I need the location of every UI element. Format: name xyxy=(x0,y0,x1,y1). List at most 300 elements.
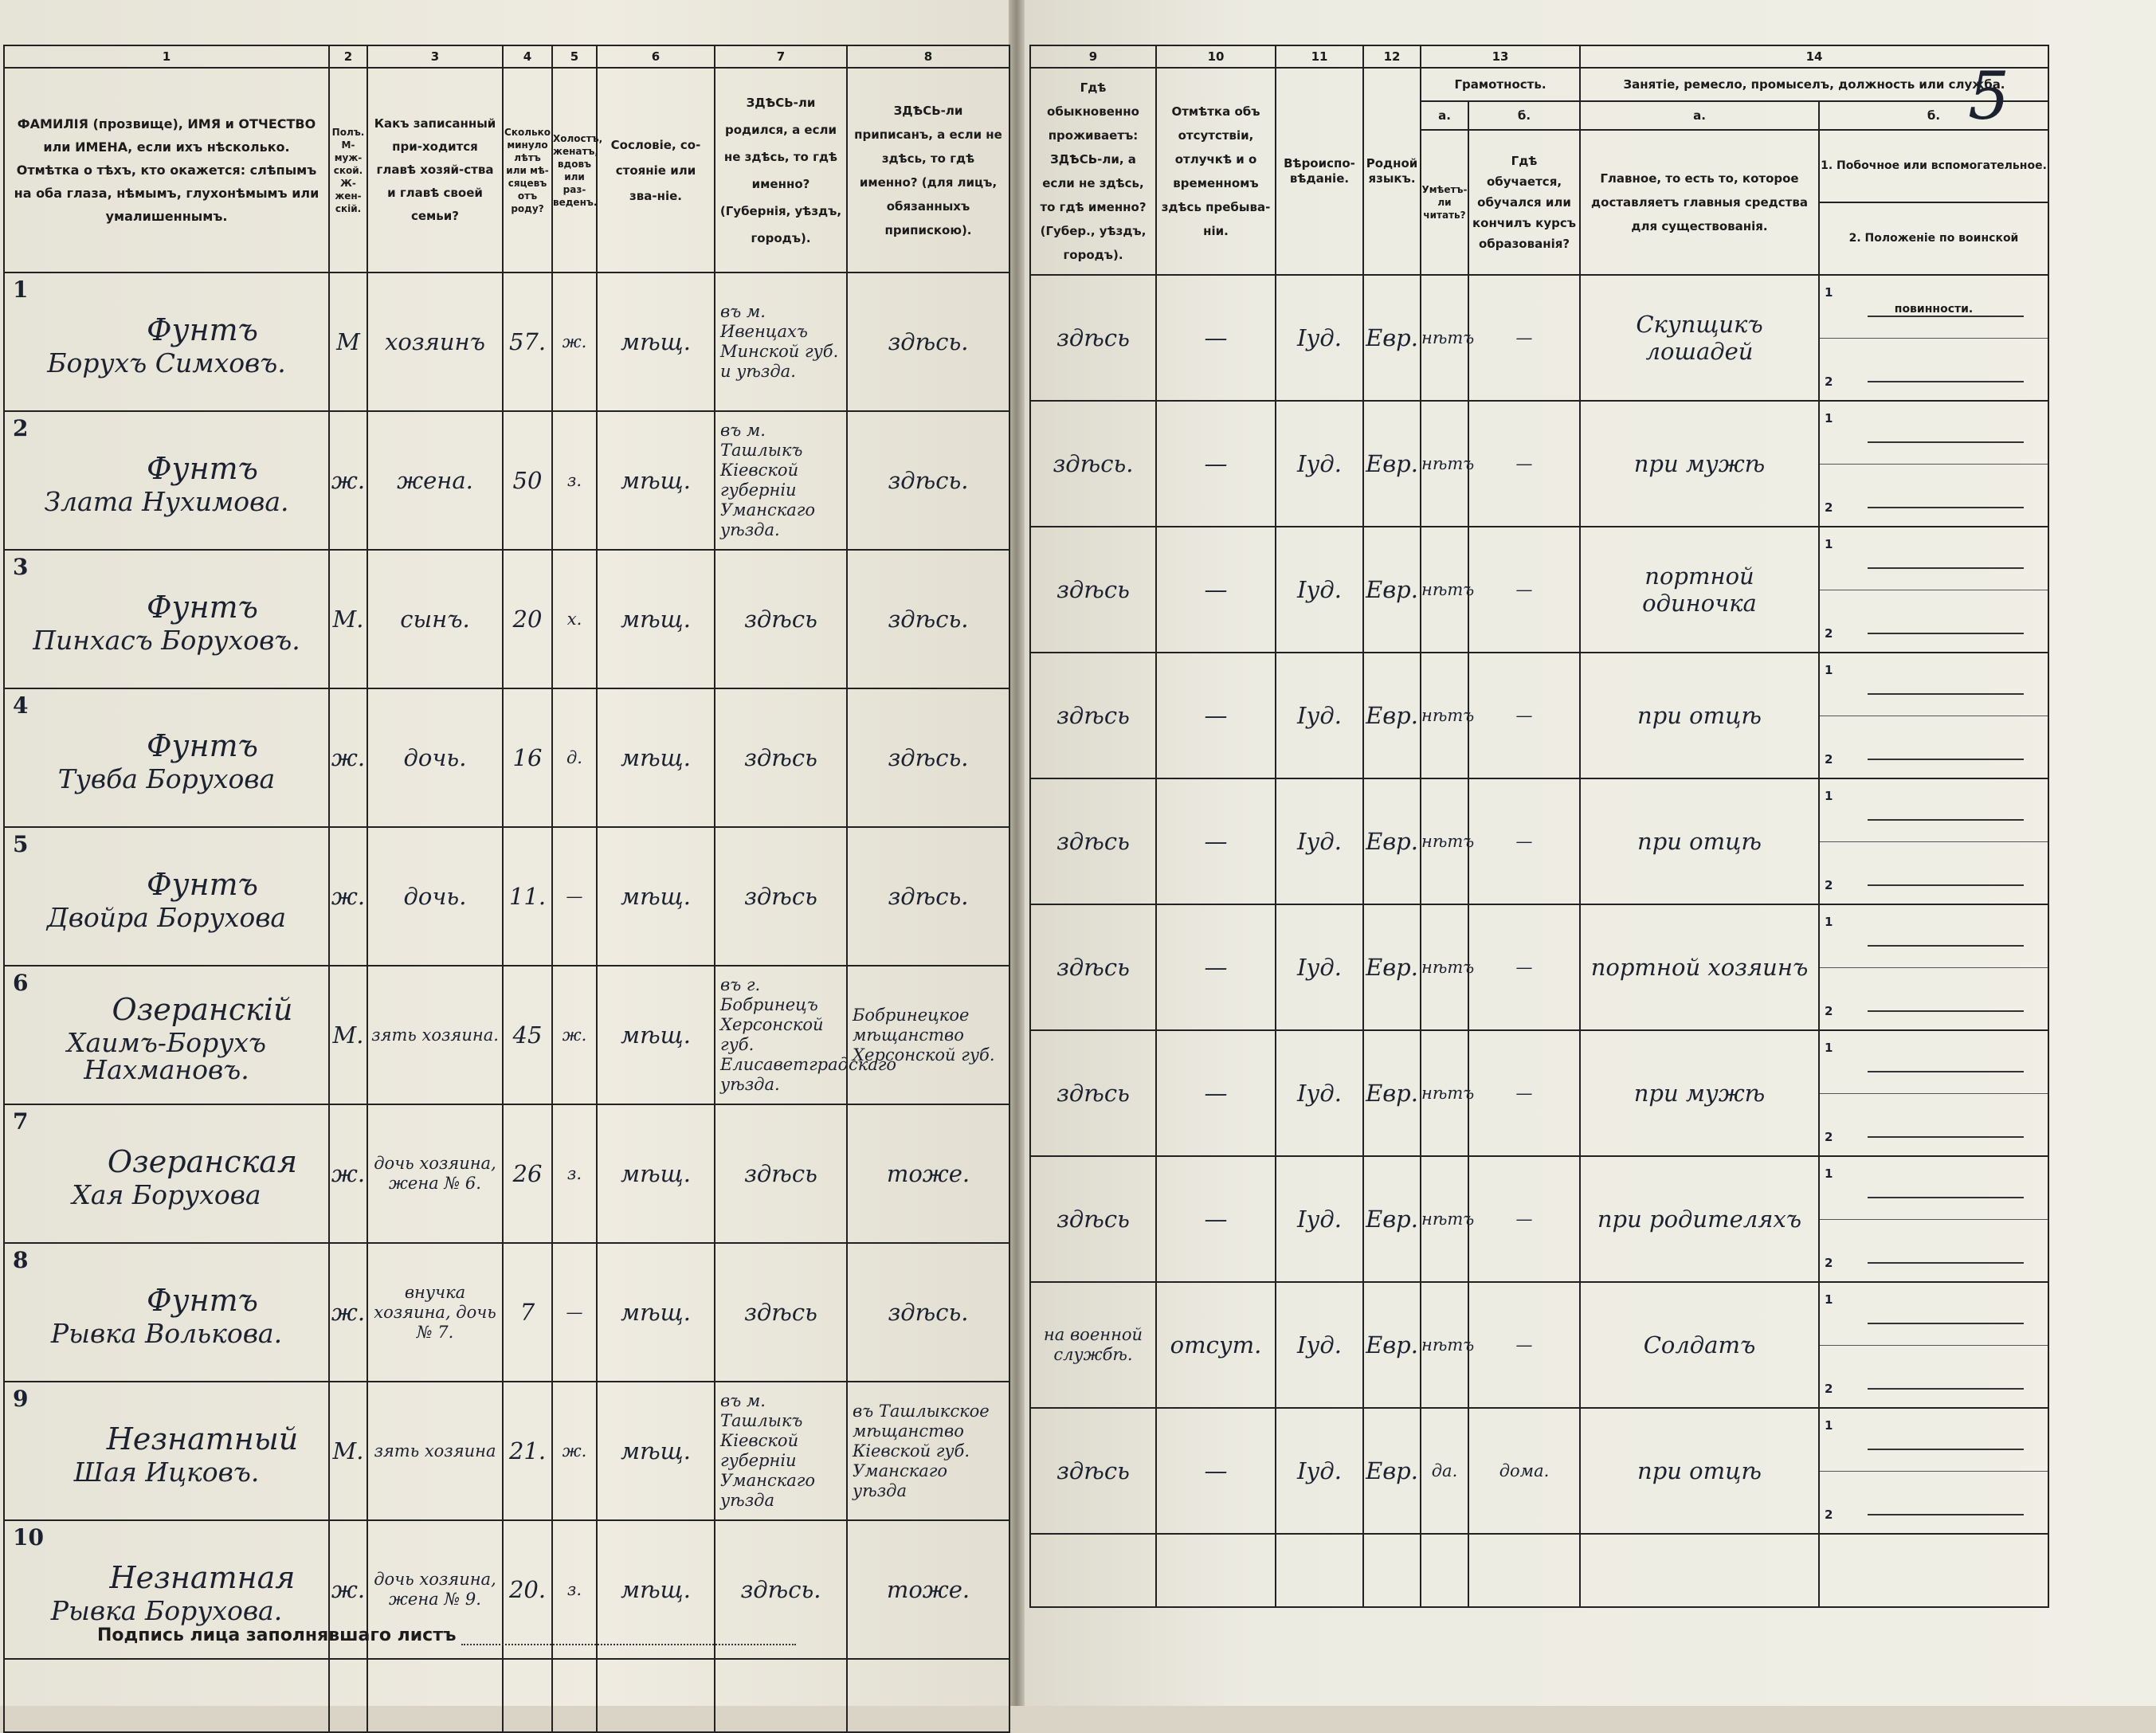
blank-footer-cell xyxy=(4,1659,329,1732)
language-value: Евр. xyxy=(1363,1282,1421,1408)
birthplace-value: въ м. Ташлыкъ Кіевской губерніи Уманскаго уѣзда xyxy=(715,1382,847,1520)
table-row xyxy=(4,411,1009,550)
blank-footer-cell xyxy=(367,1659,503,1732)
education-value: — xyxy=(1468,401,1580,527)
person-name-cell xyxy=(4,411,329,550)
signature-line xyxy=(97,1625,796,1645)
table-row xyxy=(1030,275,2048,401)
estate-value: мѣщ. xyxy=(597,688,715,827)
literacy-value: нѣтъ xyxy=(1421,778,1468,904)
residence-value: здѣсь xyxy=(1030,275,1156,401)
blank-line xyxy=(1868,381,2024,382)
estate-value: мѣщ. xyxy=(597,966,715,1104)
education-value: — xyxy=(1468,527,1580,653)
col-number-6: 6 xyxy=(597,45,715,68)
religion-value: Іуд. xyxy=(1276,653,1363,778)
relation-value: сынъ. xyxy=(367,550,503,688)
blank-footer-cell xyxy=(1030,1534,1156,1607)
occupation-value: при мужѣ xyxy=(1580,1030,1819,1156)
sex-value: ж. xyxy=(329,688,367,827)
surname: Незнатный xyxy=(106,1421,299,1457)
surname: Фунтъ xyxy=(147,312,258,347)
age-value: 7 xyxy=(503,1243,552,1382)
registration-value: здѣсь. xyxy=(847,1243,1009,1382)
education-value: — xyxy=(1468,275,1580,401)
registration-value: въ Ташлыкское мѣщанство Кіевской губ. Уманскаго уѣзда xyxy=(847,1382,1009,1520)
header-absence: Отмѣтка объ отсутствіи, отлучкѣ и о временномъ здѣсь пребыва-ніи. xyxy=(1156,68,1276,275)
birthplace-value: здѣсь xyxy=(715,688,847,827)
estate-value: мѣщ. xyxy=(597,1243,715,1382)
secondary-occupation-cell xyxy=(1819,904,2048,1030)
absence-value: — xyxy=(1156,904,1276,1030)
col-number-10: 10 xyxy=(1156,45,1276,68)
age-value: 26 xyxy=(503,1104,552,1243)
blank-footer-cell xyxy=(552,1659,597,1732)
residence-value: здѣсь xyxy=(1030,1030,1156,1156)
occupation-value: при родителяхъ xyxy=(1580,1156,1819,1282)
sub-label-2: 2 xyxy=(1825,1256,1833,1270)
header-residence: Гдѣ обыкновенно проживаетъ: ЗДѢСЬ-ли, а если не здѣсь, то гдѣ именно? (Губер., уѣздъ, городъ). xyxy=(1030,68,1156,275)
row-number: 6 xyxy=(13,970,29,996)
literacy-value: нѣтъ xyxy=(1421,904,1468,1030)
header-occupation-a-label: а. xyxy=(1580,101,1819,130)
table-row xyxy=(1030,1408,2048,1534)
education-value: — xyxy=(1468,1156,1580,1282)
header-education: Гдѣ обучается, обучался или кончилъ курсъ образованія? xyxy=(1468,130,1580,275)
sub-label-1: 1 xyxy=(1825,915,1833,929)
sub-label-2: 2 xyxy=(1825,1130,1833,1144)
sub-label-2: 2 xyxy=(1825,500,1833,515)
surname: Фунтъ xyxy=(147,728,258,763)
sub-label-2: 2 xyxy=(1825,374,1833,389)
surname: Фунтъ xyxy=(147,590,258,625)
blank-line xyxy=(1868,1197,2024,1198)
marital-value: ж. xyxy=(552,272,597,411)
cell-divider xyxy=(1820,1345,2048,1346)
sex-value: ж. xyxy=(329,1104,367,1243)
occupation-value: портной хозяинъ xyxy=(1580,904,1819,1030)
row-number: 2 xyxy=(13,415,29,441)
surname: Озеранскій xyxy=(112,992,293,1027)
relation-value: дочь. xyxy=(367,827,503,966)
person-name-cell xyxy=(4,966,329,1104)
header-literacy: Грамотность. xyxy=(1421,68,1580,101)
sub-label-1: 1 xyxy=(1825,1166,1833,1181)
marital-value: з. xyxy=(552,411,597,550)
header-main-occupation: Главное, то есть то, которое доставляетъ главныя средства для существованія. xyxy=(1580,130,1819,275)
registration-value: тоже. xyxy=(847,1520,1009,1659)
row-number: 4 xyxy=(13,692,29,719)
surname: Фунтъ xyxy=(147,1283,258,1318)
education-value: — xyxy=(1468,778,1580,904)
religion-value: Іуд. xyxy=(1276,1408,1363,1534)
table-row xyxy=(1030,1282,2048,1408)
occupation-value: Скупщикъ лошадей xyxy=(1580,275,1819,401)
sex-value: М. xyxy=(329,550,367,688)
occupation-value: при отцѣ xyxy=(1580,778,1819,904)
person-name-cell xyxy=(4,550,329,688)
col-number-8: 8 xyxy=(847,45,1009,68)
relation-value: зять хозяина. xyxy=(367,966,503,1104)
cell-divider xyxy=(1820,1219,2048,1220)
birthplace-value: въ м. Ташлыкъ Кіевской губерніи Уманскаго уѣзда. xyxy=(715,411,847,550)
table-row xyxy=(1030,527,2048,653)
relation-value: зять хозяина xyxy=(367,1382,503,1520)
residence-value: здѣсь xyxy=(1030,778,1156,904)
surname: Фунтъ xyxy=(147,451,258,486)
birthplace-value: здѣсь xyxy=(715,1243,847,1382)
blank-line xyxy=(1868,316,2024,317)
age-value: 45 xyxy=(503,966,552,1104)
education-value: — xyxy=(1468,653,1580,778)
birthplace-value: здѣсь. xyxy=(715,1520,847,1659)
sub-label-2: 2 xyxy=(1825,1382,1833,1396)
header-secondary-occupation xyxy=(1819,130,2048,316)
given-name: Шая Ицковъ. xyxy=(73,1457,260,1488)
language-value: Евр. xyxy=(1363,1156,1421,1282)
blank-line xyxy=(1868,759,2024,760)
registration-value: здѣсь. xyxy=(847,411,1009,550)
birthplace-value: въ г. Бобринецъ Херсонской губ. Елисаветградскаго уѣзда. xyxy=(715,966,847,1104)
col-number-5: 5 xyxy=(552,45,597,68)
sex-value: ж. xyxy=(329,827,367,966)
sub-label-1: 1 xyxy=(1825,285,1833,300)
religion-value: Іуд. xyxy=(1276,904,1363,1030)
sex-value: М. xyxy=(329,1382,367,1520)
marital-value: ж. xyxy=(552,1382,597,1520)
literacy-value: да. xyxy=(1421,1408,1468,1534)
header-estate: Сословіе, со-стояніе или зва-ніе. xyxy=(597,68,715,272)
blank-footer-cell xyxy=(1421,1534,1468,1607)
language-value: Евр. xyxy=(1363,904,1421,1030)
estate-value: мѣщ. xyxy=(597,272,715,411)
sex-value: М xyxy=(329,272,367,411)
col-number-2: 2 xyxy=(329,45,367,68)
col-number-11: 11 xyxy=(1276,45,1363,68)
estate-value: мѣщ. xyxy=(597,827,715,966)
literacy-value: нѣтъ xyxy=(1421,1030,1468,1156)
blank-line xyxy=(1868,1010,2024,1012)
header-occupation: Занятіе, ремесло, промыселъ, должность или служба. xyxy=(1580,68,2048,101)
table-row xyxy=(4,550,1009,688)
row-number: 8 xyxy=(13,1247,29,1273)
header-can-read: Умѣетъ-ли читать? xyxy=(1421,130,1468,275)
absence-value: — xyxy=(1156,1156,1276,1282)
sex-value: ж. xyxy=(329,411,367,550)
census-table-right xyxy=(1029,45,2049,1608)
blank-footer-cell xyxy=(1580,1534,1819,1607)
estate-value: мѣщ. xyxy=(597,1382,715,1520)
table-row xyxy=(4,966,1009,1104)
cell-divider xyxy=(1820,338,2048,339)
absence-value: — xyxy=(1156,1030,1276,1156)
religion-value: Іуд. xyxy=(1276,275,1363,401)
blank-line xyxy=(1868,945,2024,947)
residence-value: здѣсь xyxy=(1030,527,1156,653)
marital-value: ж. xyxy=(552,966,597,1104)
table-row xyxy=(1030,401,2048,527)
header-birthplace: ЗДѢСЬ-ли родился, а если не здѣсь, то гдѣ именно? (Губернія, уѣздъ, городъ). xyxy=(715,68,847,272)
blank-footer-cell xyxy=(1363,1534,1421,1607)
registration-value: здѣсь. xyxy=(847,688,1009,827)
sub-label-1: 1 xyxy=(1825,537,1833,551)
education-value: дома. xyxy=(1468,1408,1580,1534)
sheet-number: 5 xyxy=(1968,59,2010,135)
table-row xyxy=(4,272,1009,411)
census-table-left xyxy=(3,45,1010,1733)
absence-value: — xyxy=(1156,653,1276,778)
col-number-13: 13 xyxy=(1421,45,1580,68)
col-number-1: 1 xyxy=(4,45,329,68)
absence-value: — xyxy=(1156,527,1276,653)
registration-value: здѣсь. xyxy=(847,827,1009,966)
language-value: Евр. xyxy=(1363,653,1421,778)
residence-value: здѣсь xyxy=(1030,1156,1156,1282)
residence-value: на военной службѣ. xyxy=(1030,1282,1156,1408)
col-number-9: 9 xyxy=(1030,45,1156,68)
signature-dots xyxy=(461,1639,796,1645)
language-value: Евр. xyxy=(1363,778,1421,904)
sub-label-1: 1 xyxy=(1825,789,1833,803)
occupation-value: Солдатъ xyxy=(1580,1282,1819,1408)
sub-label-2: 2 xyxy=(1825,1004,1833,1018)
surname: Фунтъ xyxy=(147,867,258,902)
religion-value: Іуд. xyxy=(1276,401,1363,527)
blank-line xyxy=(1868,1262,2024,1264)
given-name: Борухъ Симховъ. xyxy=(47,347,286,378)
age-value: 57. xyxy=(503,272,552,411)
header-name: ФАМИЛІЯ (прозвище), ИМЯ и ОТЧЕСТВО или ИМЕНА, если ихъ нѣсколько. Отмѣтка о тѣхъ, кто окажется: слѣпымъ на оба глаза, нѣмымъ, глухонѣмымъ или умалишеннымъ. xyxy=(4,68,329,272)
estate-value: мѣщ. xyxy=(597,411,715,550)
estate-value: мѣщ. xyxy=(597,1104,715,1243)
given-name: Двойра Борухова xyxy=(46,902,287,933)
book-gutter xyxy=(1009,0,1025,1706)
birthplace-value: здѣсь xyxy=(715,1104,847,1243)
cell-divider xyxy=(1820,841,2048,842)
literacy-value: нѣтъ xyxy=(1421,1282,1468,1408)
relation-value: внучка хозяина, дочь № 7. xyxy=(367,1243,503,1382)
literacy-value: нѣтъ xyxy=(1421,275,1468,401)
header-age: Сколько минуло лѣтъ или мѣ-сяцевъ отъ роду? xyxy=(503,68,552,272)
cell-divider xyxy=(1820,1471,2048,1472)
residence-value: здѣсь xyxy=(1030,904,1156,1030)
occupation-value: при отцѣ xyxy=(1580,1408,1819,1534)
header-occupation-b-label: б. xyxy=(1819,101,2048,130)
language-value: Евр. xyxy=(1363,401,1421,527)
education-value: — xyxy=(1468,904,1580,1030)
table-row xyxy=(1030,1156,2048,1282)
col-number-7: 7 xyxy=(715,45,847,68)
given-name: Рывка Борухова. xyxy=(50,1595,283,1626)
blank-line xyxy=(1868,693,2024,695)
marital-value: з. xyxy=(552,1520,597,1659)
header-registration: ЗДѢСЬ-ли приписанъ, а если не здѣсь, то гдѣ именно? (для лицъ, обязанныхъ припискою). xyxy=(847,68,1009,272)
signature-label: Подпись лица заполнявшаго листъ xyxy=(97,1625,457,1645)
given-name: Тувба Борухова xyxy=(57,763,276,794)
language-value: Евр. xyxy=(1363,275,1421,401)
sub-label-2: 2 xyxy=(1825,626,1833,641)
person-name-cell xyxy=(4,1243,329,1382)
blank-footer-cell xyxy=(1468,1534,1580,1607)
age-value: 50 xyxy=(503,411,552,550)
given-name: Хаимъ-Борухъ Нахмановъ. xyxy=(67,1027,266,1085)
person-name-cell xyxy=(4,827,329,966)
literacy-value: нѣтъ xyxy=(1421,1156,1468,1282)
row-number: 3 xyxy=(13,554,29,580)
blank-line xyxy=(1868,507,2024,508)
registration-value: Бобринецкое мѣщанство Херсонской губ. xyxy=(847,966,1009,1104)
col-number-12: 12 xyxy=(1363,45,1421,68)
secondary-occupation-cell xyxy=(1819,778,2048,904)
relation-value: дочь хозяина, жена № 6. xyxy=(367,1104,503,1243)
table-row xyxy=(4,1243,1009,1382)
table-row xyxy=(1030,904,2048,1030)
person-name-cell xyxy=(4,272,329,411)
blank-footer-cell xyxy=(597,1659,715,1732)
table-row xyxy=(4,688,1009,827)
registration-value: здѣсь. xyxy=(847,272,1009,411)
blank-footer-cell xyxy=(1276,1534,1363,1607)
language-value: Евр. xyxy=(1363,527,1421,653)
surname: Незнатная xyxy=(109,1560,296,1595)
education-value: — xyxy=(1468,1030,1580,1156)
cell-divider xyxy=(1820,1093,2048,1094)
blank-footer-cell xyxy=(1819,1534,2048,1607)
occupation-value: при отцѣ xyxy=(1580,653,1819,778)
birthplace-value: здѣсь xyxy=(715,827,847,966)
header-sex: Полъ. М-муж-ской. Ж-жен-скій. xyxy=(329,68,367,272)
marital-value: — xyxy=(552,1243,597,1382)
blank-line xyxy=(1868,819,2024,821)
absence-value: отсут. xyxy=(1156,1282,1276,1408)
estate-value: мѣщ. xyxy=(597,1520,715,1659)
blank-line xyxy=(1868,1323,2024,1324)
marital-value: — xyxy=(552,827,597,966)
table-row xyxy=(4,1382,1009,1520)
education-value: — xyxy=(1468,1282,1580,1408)
person-name-cell xyxy=(4,688,329,827)
table-row xyxy=(1030,653,2048,778)
row-number: 9 xyxy=(13,1386,29,1412)
religion-value: Іуд. xyxy=(1276,1156,1363,1282)
secondary-occupation-cell xyxy=(1819,1282,2048,1408)
sex-value: ж. xyxy=(329,1243,367,1382)
residence-value: здѣсь xyxy=(1030,653,1156,778)
given-name: Пинхасъ Боруховъ. xyxy=(33,625,300,656)
cell-divider xyxy=(1820,967,2048,968)
literacy-value: нѣтъ xyxy=(1421,527,1468,653)
religion-value: Іуд. xyxy=(1276,1282,1363,1408)
header-relation: Какъ записанный при-ходится главѣ хозяй-ства и главѣ своей семьи? xyxy=(367,68,503,272)
age-value: 20 xyxy=(503,550,552,688)
blank-footer-cell xyxy=(715,1659,847,1732)
secondary-occupation-cell xyxy=(1819,1030,2048,1156)
relation-value: хозяинъ xyxy=(367,272,503,411)
occupation-value: при мужѣ xyxy=(1580,401,1819,527)
literacy-value: нѣтъ xyxy=(1421,653,1468,778)
blank-footer-cell xyxy=(503,1659,552,1732)
header-language: Родной языкъ. xyxy=(1363,68,1421,275)
header-literacy-a-label: а. xyxy=(1421,101,1468,130)
table-row xyxy=(4,1104,1009,1243)
header-marital: Холостъ, женатъ, вдовъ или раз-веденъ. xyxy=(552,68,597,272)
row-number: 10 xyxy=(13,1524,44,1551)
marital-value: д. xyxy=(552,688,597,827)
col-number-4: 4 xyxy=(503,45,552,68)
header-secondary-occupation-1: 1. Побочное или вспомогательное. xyxy=(1820,131,2048,203)
sub-label-2: 2 xyxy=(1825,878,1833,892)
religion-value: Іуд. xyxy=(1276,1030,1363,1156)
marital-value: х. xyxy=(552,550,597,688)
relation-value: дочь хозяина, жена № 9. xyxy=(367,1520,503,1659)
age-value: 11. xyxy=(503,827,552,966)
language-value: Евр. xyxy=(1363,1030,1421,1156)
person-name-cell xyxy=(4,1104,329,1243)
col-number-14: 14 xyxy=(1580,45,2048,68)
blank-line xyxy=(1868,1514,2024,1515)
given-name: Рывка Волькова. xyxy=(50,1318,283,1349)
birthplace-value: здѣсь xyxy=(715,550,847,688)
header-religion: Вѣроиспо-вѣданіе. xyxy=(1276,68,1363,275)
surname: Озеранская xyxy=(107,1144,298,1179)
blank-line xyxy=(1868,884,2024,886)
person-name-cell xyxy=(4,1382,329,1520)
blank-line xyxy=(1868,1449,2024,1450)
religion-value: Іуд. xyxy=(1276,778,1363,904)
sub-label-1: 1 xyxy=(1825,663,1833,677)
marital-value: з. xyxy=(552,1104,597,1243)
residence-value: здѣсь xyxy=(1030,1408,1156,1534)
secondary-occupation-cell xyxy=(1819,653,2048,778)
language-value: Евр. xyxy=(1363,1408,1421,1534)
relation-value: жена. xyxy=(367,411,503,550)
blank-line xyxy=(1868,1136,2024,1138)
blank-line xyxy=(1868,441,2024,443)
secondary-occupation-cell xyxy=(1819,1408,2048,1534)
row-number: 7 xyxy=(13,1108,29,1135)
blank-footer-cell xyxy=(329,1659,367,1732)
sub-label-1: 1 xyxy=(1825,1292,1833,1307)
row-number: 5 xyxy=(13,831,29,857)
blank-footer-cell xyxy=(847,1659,1009,1732)
table-row xyxy=(4,827,1009,966)
blank-line xyxy=(1868,1388,2024,1390)
birthplace-value: въ м. Ивенцахъ Минской губ. и уѣзда. xyxy=(715,272,847,411)
absence-value: — xyxy=(1156,1408,1276,1534)
col-number-3: 3 xyxy=(367,45,503,68)
absence-value: — xyxy=(1156,401,1276,527)
table-row xyxy=(1030,1030,2048,1156)
blank-footer-cell xyxy=(1156,1534,1276,1607)
row-number: 1 xyxy=(13,276,29,303)
header-literacy-b-label: б. xyxy=(1468,101,1580,130)
occupation-value: портной одиночка xyxy=(1580,527,1819,653)
header-military-status: 2. Положеніе по воинской повинности. xyxy=(1848,232,2019,316)
blank-line xyxy=(1868,1071,2024,1072)
secondary-occupation-cell xyxy=(1819,275,2048,401)
sex-value: ж. xyxy=(329,1520,367,1659)
estate-value: мѣщ. xyxy=(597,550,715,688)
literacy-value: нѣтъ xyxy=(1421,401,1468,527)
age-value: 21. xyxy=(503,1382,552,1520)
cell-divider xyxy=(1820,464,2048,465)
sub-label-1: 1 xyxy=(1825,1041,1833,1055)
age-value: 20. xyxy=(503,1520,552,1659)
sub-label-2: 2 xyxy=(1825,1508,1833,1522)
registration-value: тоже. xyxy=(847,1104,1009,1243)
sub-label-1: 1 xyxy=(1825,411,1833,425)
residence-value: здѣсь. xyxy=(1030,401,1156,527)
